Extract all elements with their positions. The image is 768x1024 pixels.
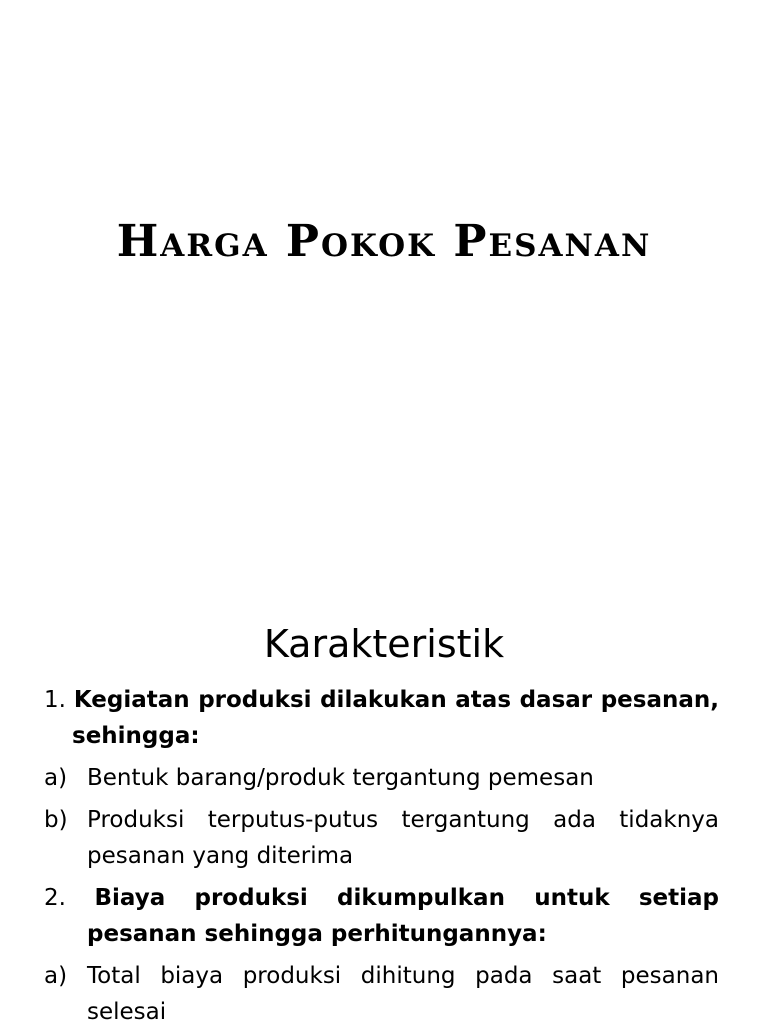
- list-item-numbered: [44, 880, 719, 952]
- slide-title-heading: Harga Pokok Pesanan: [116, 216, 652, 267]
- list-item-text: Total biaya produksi dihitung pada saat pesanan selesai: [87, 963, 719, 1024]
- list-marker: 1.: [44, 687, 66, 713]
- list-item-text: Biaya produksi dikumpulkan untuk setiap pesanan sehingga perhitungannya:: [87, 885, 720, 947]
- list-marker: a): [44, 765, 68, 791]
- list-marker: b): [44, 807, 68, 833]
- list-item-lettered: [44, 802, 719, 874]
- list-marker: 2.: [44, 885, 66, 911]
- list-item-numbered: [44, 682, 719, 754]
- list-item-lettered: [44, 958, 719, 1024]
- list-marker: a): [44, 963, 68, 989]
- slide-body: [44, 682, 719, 1024]
- list-item-lettered: [44, 760, 719, 796]
- slide-karakteristik: [0, 590, 768, 1024]
- list-item-text: Kegiatan produksi dilakukan atas dasar pesanan, sehingga:: [72, 687, 719, 749]
- list-item-text: Bentuk barang/produk tergantung pemesan: [87, 765, 594, 791]
- list-item-text: Produksi terputus-putus tergantung ada tidaknya pesanan yang diterima: [87, 807, 719, 869]
- slide-heading: Karakteristik: [263, 622, 505, 666]
